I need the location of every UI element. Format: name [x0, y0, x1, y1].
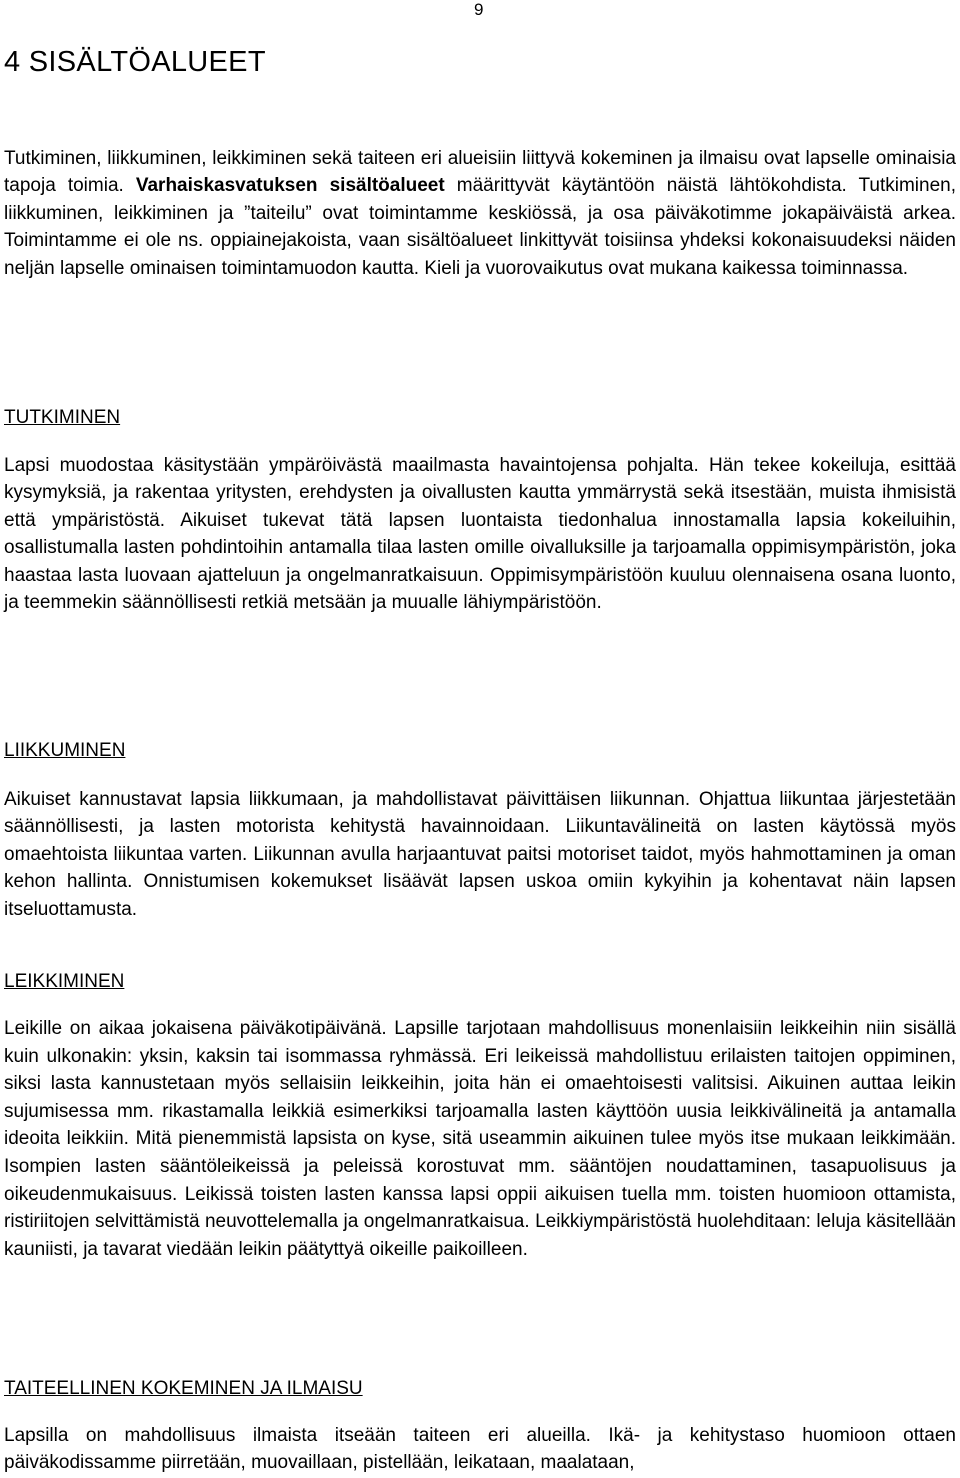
heading-tutkiminen: TUTKIMINEN [4, 407, 121, 428]
intro-bold-term: Varhaiskasvatuksen sisältöalueet [135, 175, 445, 197]
tutkiminen-paragraph: Lapsi muodostaa käsitystään ympäröivästä maailmasta havaintojensa pohjalta. Hän tekee kokeiluja, esittää kysymyksiä, ja rakentaa yritysten, erehdysten ja oivallusten kautta ymmärrystä sekä itsestään, muista ihmisistä että ympäristöstä. Aikuiset tukevat tätä lapsen luontaista tiedonhalua innostamalla lapsia kokeiluihin, osallistumalla lasten pohdintoihin antamalla tilaa lasten omille oivalluksille ja tarjoamalla oppimisympäristön, joka haastaa lasta luovaan ajatteluun ja ongelmanratkaisuun. Oppimisympäristöön kuuluu olennaisena osana luonto, ja teemmekin säännöllisesti retkiä metsään ja muualle lähiympäristöön. [4, 455, 956, 614]
heading-liikkuminen: LIIKKUMINEN [4, 740, 126, 761]
taiteellinen-paragraph: Lapsilla on mahdollisuus ilmaista itseään taiteen eri alueilla. Ikä- ja kehitystaso huomioon ottaen päiväkodissamme piirretään, muovaillaan, pistellään, leikataan, maalataan, [4, 1425, 956, 1474]
page-title: 4 SISÄLTÖALUEET [4, 46, 266, 78]
intro-paragraph [4, 145, 956, 282]
page-number: 9 [474, 0, 484, 19]
liikkuminen-paragraph: Aikuiset kannustavat lapsia liikkumaan, ja mahdollistavat päivittäisen liikunnan. Ohjattua liikuntaa järjestetään säännöllisesti, ja lasten motorista kehitystä havainnoidaan. Liikuntavälineitä on lasten käytössä myös omaehtoista liikuntaa varten. Liikunnan avulla harjaantuvat paitsi motoriset taidot, myös hahmottaminen ja oman kehon hallinta. Onnistumisen kokemukset lisäävät lapsen uskoa omiin kykyihin ja kohentavat näin lapsen itseluottamusta. [4, 789, 956, 920]
leikkiminen-paragraph: Leikille on aikaa jokaisena päiväkotipäivänä. Lapsille tarjotaan mahdollisuus monenlaisiin leikkeihin niin sisällä kuin ulkonakin: yksin, kaksin tai isommassa ryhmässä. Eri leikeissä mahdollistuu erilaisten taitojen oppiminen, siksi lasta kannustetaan myös sellaisiin leikkeihin, joita hän ei omaehtoisesti valitsisi. Aikuinen auttaa leikin sujumisessa mm. rikastamalla leikkiä esimerkiksi tarjoamalla lasten käyttöön uusia leikkivälineitä ja antamalla ideoita leikkiin. Mitä pienemmistä lapsista on kyse, sitä useammin aikuinen tulee myös itse mukaan leikkimään. Isompien lasten sääntöleikeissä ja peleissä korostuvat mm. sääntöjen noudattaminen, tasapuolisuus ja oikeudenmukaisuus. Leikissä toisten lasten kanssa lapsi oppii aikuisen tuella mm. toisten huomioon ottamista, ristiriitojen selvittämistä neuvottelemalla ja ongelmanratkaisua. Leikkiympäristöstä huolehditaan: leluja käsitellään kauniisti, ja tavarat viedään leikin päätyttyä oikeille paikoilleen. [4, 1018, 956, 1260]
heading-leikkiminen: LEIKKIMINEN [4, 971, 125, 992]
intro-text-1: Tutkiminen, liikkuminen, leikkiminen sekä taiteen eri alueisiin liittyvä kokeminen ja ilmaisu ovat lapselle ominaisia tapoja toimia. [4, 148, 956, 197]
intro-text-2: määrittyvät käytäntöön näistä lähtökohdista. Tutkiminen, liikkuminen, leikkiminen ja ”taiteilu” ovat toimintamme keskiössä, ja osa päiväkotimme jokapäiväistä arkea. Toimintamme ei ole ns. oppiainejakoista, vaan sisältöalueet linkittyvät toisiinsa yhdeksi kokonaisuudeksi näiden neljän lapselle ominaisen toimintamuodon kautta. Kieli ja vuorovaikutus ovat mukana kaikessa toiminnassa. [4, 175, 957, 279]
heading-taiteellinen: TAITEELLINEN KOKEMINEN JA ILMAISU [4, 1378, 363, 1399]
